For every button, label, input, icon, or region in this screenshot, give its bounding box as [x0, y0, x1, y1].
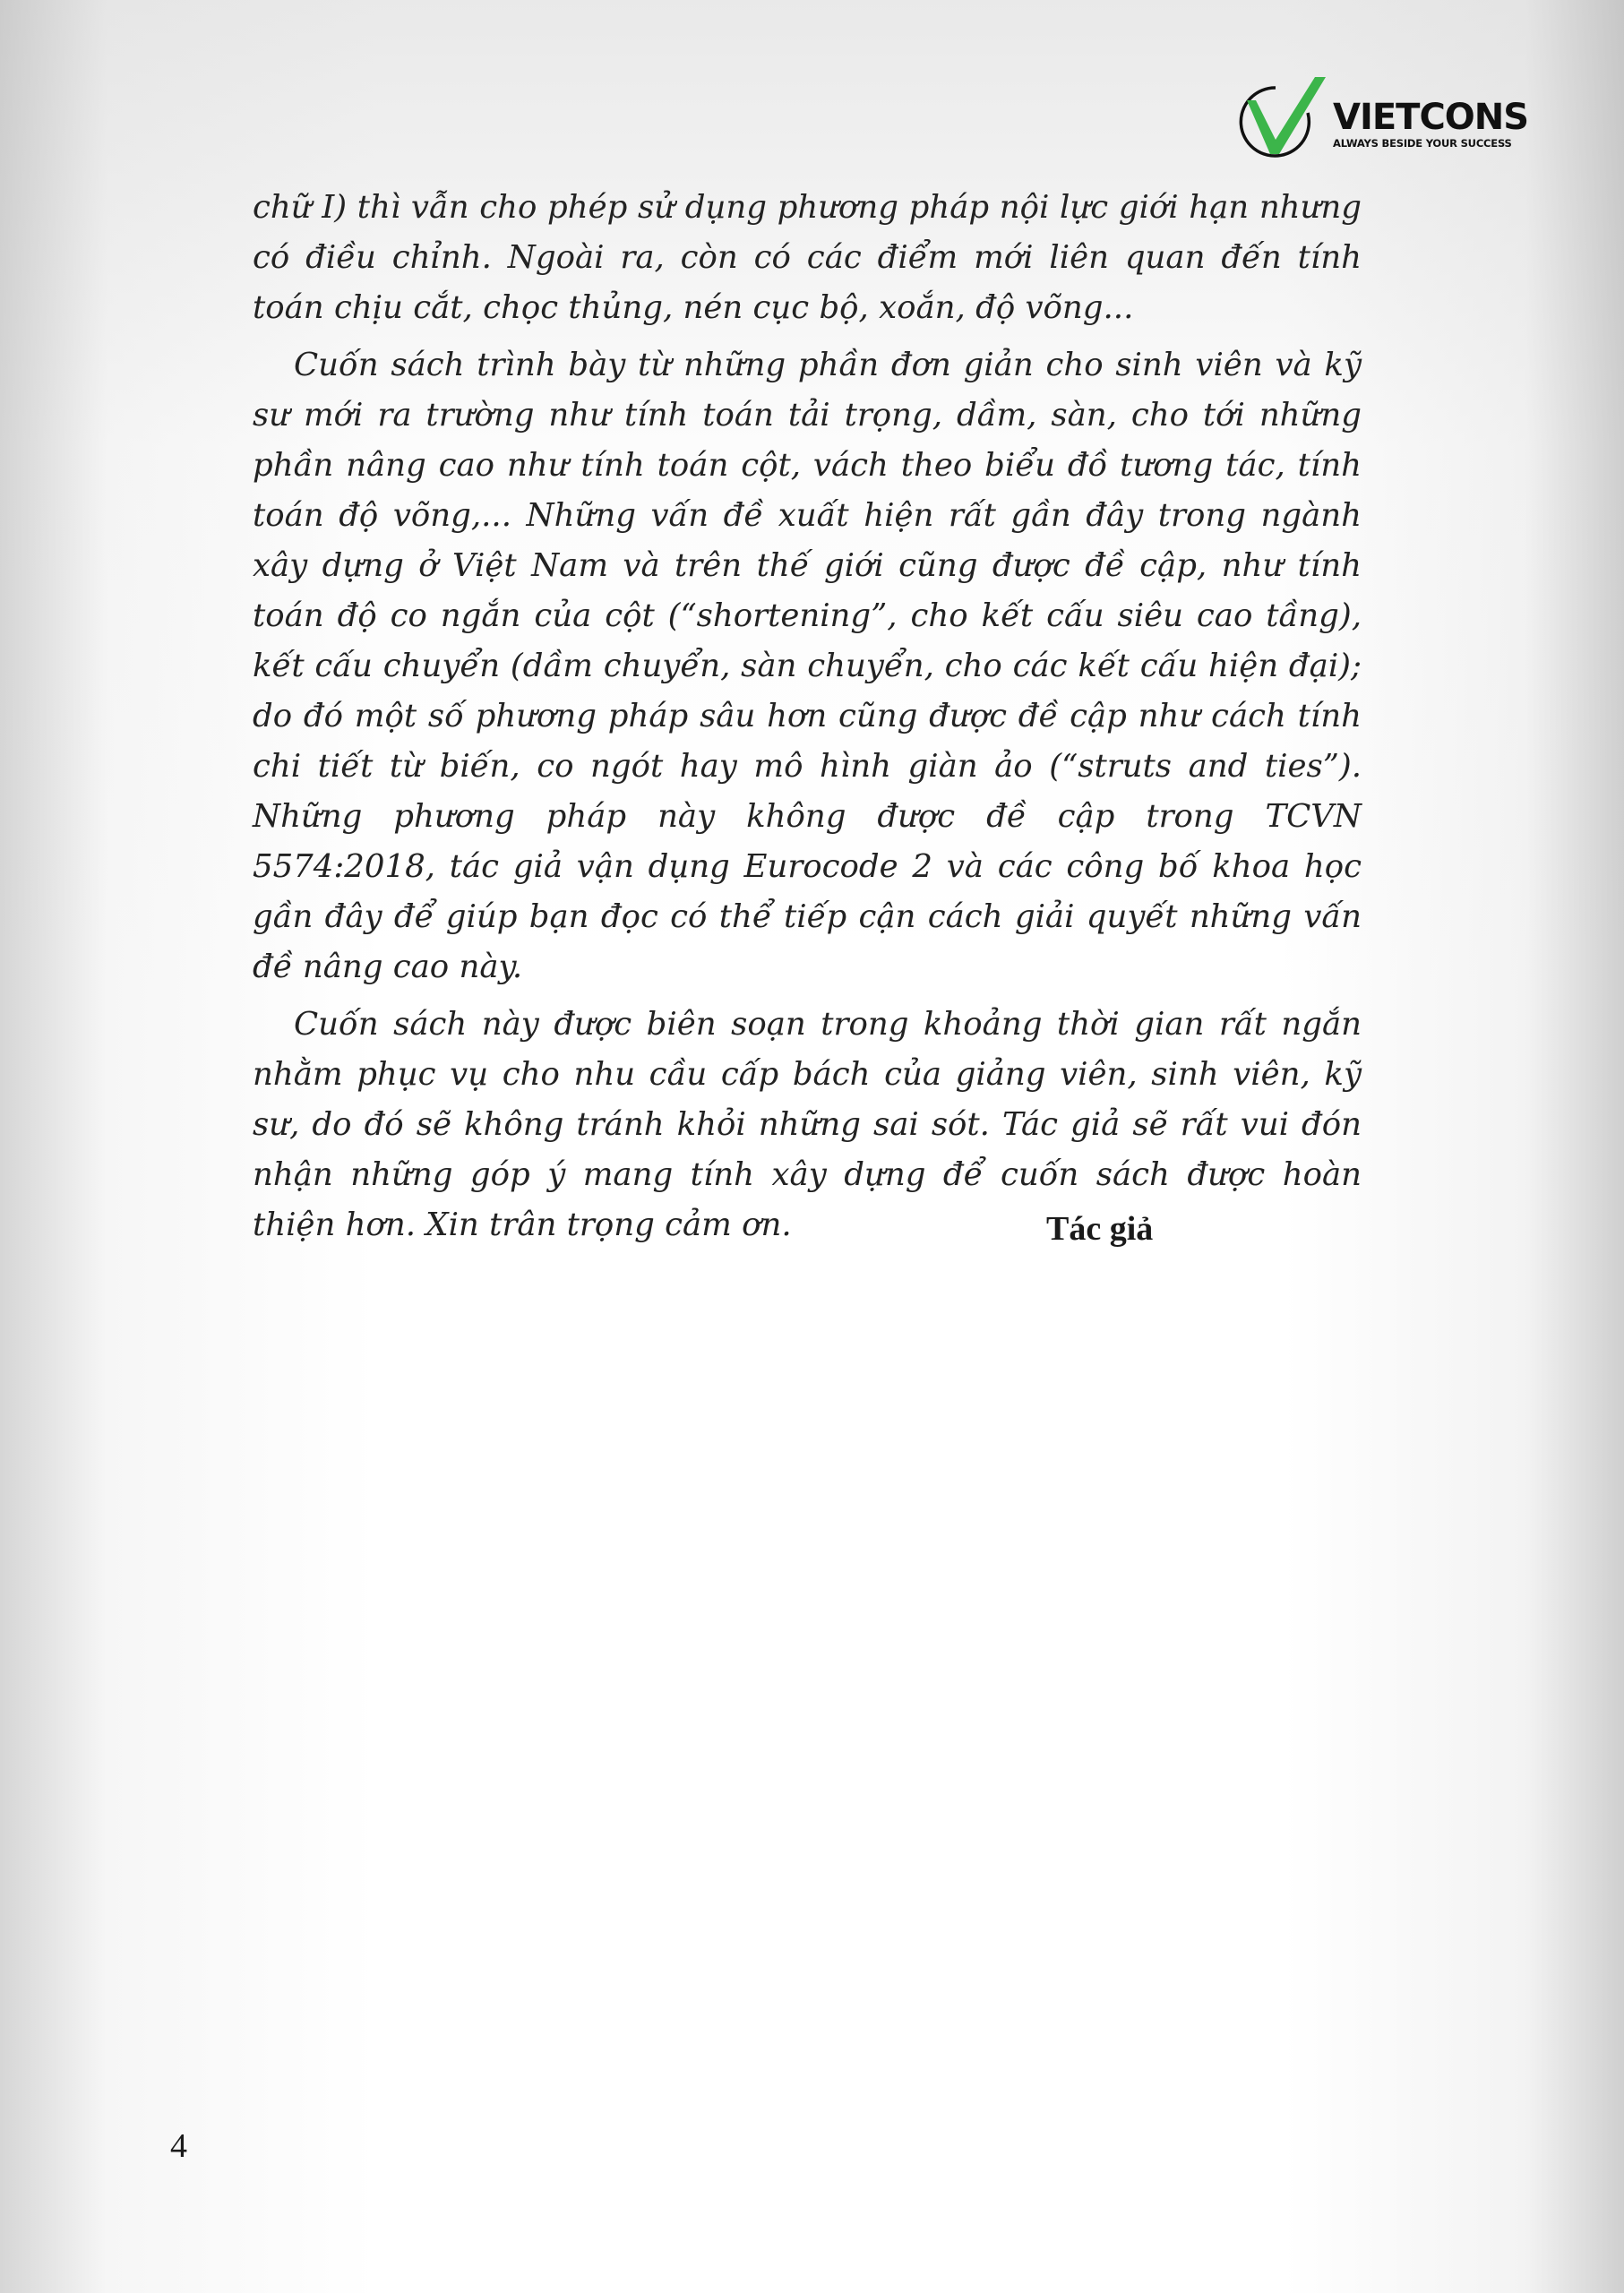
vietcons-logo [1236, 73, 1529, 163]
check-mark-logo-icon [1236, 73, 1326, 163]
page-number: 4 [170, 2127, 187, 2165]
body-text [253, 183, 1362, 1258]
paragraph-2: Cuốn sách trình bày từ những phần đơn giản cho sinh viên và kỹ sư mới ra trường như tính toán tải trọng, dầm, sàn, cho tới những phần nâng cao như tính toán cột, vách theo biểu đồ tương tác, tính toán độ võng,... Những vấn đề xuất hiện rất gần đây trong ngành xây dựng ở Việt Nam và trên thế giới cũng được đề cập, như tính toán độ co ngắn của cột (“shortening”, cho kết cấu siêu cao tầng), kết cấu chuyển (dầm chuyển, sàn chuyển, cho các kết cấu hiện đại); do đó một số phương pháp sâu hơn cũng được đề cập như cách tính chi tiết từ biến, co ngót hay mô hình giàn ảo (“struts and ties”). Những phương pháp này không được đề cập trong TCVN 5574:2018, tác giả vận dụng Eurocode 2 và các công bố khoa học gần đây để giúp bạn đọc có thể tiếp cận cách giải quyết những vấn đề nâng cao này. [253, 347, 1362, 985]
paragraph-3: Cuốn sách này được biên soạn trong khoảng thời gian rất ngắn nhằm phục vụ cho nhu cầu cấp bách của giảng viên, sinh viên, kỹ sư, do đó sẽ không tránh khỏi những sai sót. Tác giả sẽ rất vui đón nhận những góp ý mang tính xây dựng để cuốn sách được hoàn thiện hơn. Xin trân trọng cảm ơn. [253, 1006, 1362, 1243]
paragraph-1: chữ I) thì vẫn cho phép sử dụng phương pháp nội lực giới hạn nhưng có điều chỉnh. Ngoài ra, còn có các điểm mới liên quan đến tính toán chịu cắt, chọc thủng, nén cục bộ, xoắn, độ võng... [253, 189, 1362, 326]
logo-name: VIETCONS [1333, 97, 1529, 138]
logo-tagline: ALWAYS BESIDE YOUR SUCCESS [1333, 137, 1512, 150]
author-signature: Tác giả [1046, 1210, 1154, 1248]
